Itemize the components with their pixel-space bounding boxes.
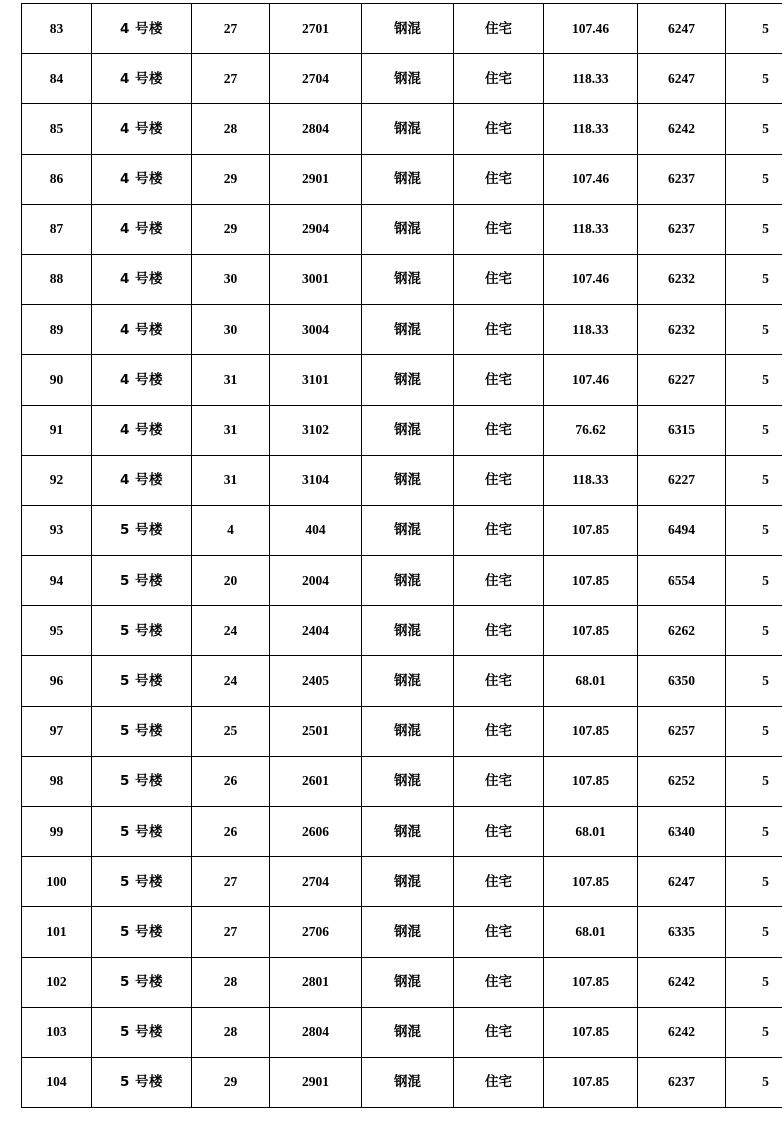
cell-coefficient: 5 xyxy=(726,1057,782,1107)
cell-area: 107.85 xyxy=(544,505,638,555)
cell-room-number: 2704 xyxy=(270,54,362,104)
cell-unit-price: 6237 xyxy=(638,154,726,204)
cell-serial-number: 86 xyxy=(22,154,92,204)
cell-coefficient: 5 xyxy=(726,4,782,54)
cell-room-number: 2901 xyxy=(270,154,362,204)
cell-floor: 25 xyxy=(192,706,270,756)
table-row xyxy=(22,756,782,806)
cell-room-number: 2704 xyxy=(270,857,362,907)
cell-room-number: 2706 xyxy=(270,907,362,957)
cell-serial-number: 95 xyxy=(22,606,92,656)
cell-unit-price: 6232 xyxy=(638,305,726,355)
table-row xyxy=(22,857,782,907)
cell-coefficient: 5 xyxy=(726,405,782,455)
cell-area: 107.46 xyxy=(544,254,638,304)
cell-coefficient: 5 xyxy=(726,1007,782,1057)
cell-serial-number: 90 xyxy=(22,355,92,405)
cell-structure: 钢混 xyxy=(362,756,454,806)
cell-structure: 钢混 xyxy=(362,957,454,1007)
cell-serial-number: 99 xyxy=(22,807,92,857)
cell-unit-price: 6335 xyxy=(638,907,726,957)
cell-area: 118.33 xyxy=(544,54,638,104)
cell-coefficient: 5 xyxy=(726,756,782,806)
table-row xyxy=(22,254,782,304)
cell-area: 107.85 xyxy=(544,957,638,1007)
cell-structure: 钢混 xyxy=(362,355,454,405)
cell-building: 5 号楼 xyxy=(92,1057,192,1107)
cell-coefficient: 5 xyxy=(726,857,782,907)
cell-floor: 24 xyxy=(192,656,270,706)
cell-serial-number: 83 xyxy=(22,4,92,54)
table-row xyxy=(22,556,782,606)
cell-unit-price: 6494 xyxy=(638,505,726,555)
cell-coefficient: 5 xyxy=(726,254,782,304)
cell-unit-price: 6252 xyxy=(638,756,726,806)
table-row xyxy=(22,455,782,505)
cell-serial-number: 87 xyxy=(22,204,92,254)
cell-structure: 钢混 xyxy=(362,857,454,907)
cell-floor: 31 xyxy=(192,405,270,455)
cell-unit-price: 6232 xyxy=(638,254,726,304)
cell-usage: 住宅 xyxy=(454,957,544,1007)
cell-usage: 住宅 xyxy=(454,104,544,154)
cell-unit-price: 6350 xyxy=(638,656,726,706)
cell-building: 5 号楼 xyxy=(92,807,192,857)
cell-usage: 住宅 xyxy=(454,656,544,706)
cell-area: 107.85 xyxy=(544,1007,638,1057)
cell-floor: 4 xyxy=(192,505,270,555)
cell-serial-number: 96 xyxy=(22,656,92,706)
cell-structure: 钢混 xyxy=(362,204,454,254)
cell-unit-price: 6227 xyxy=(638,355,726,405)
cell-serial-number: 100 xyxy=(22,857,92,907)
cell-room-number: 2804 xyxy=(270,1007,362,1057)
cell-structure: 钢混 xyxy=(362,1007,454,1057)
cell-coefficient: 5 xyxy=(726,305,782,355)
cell-usage: 住宅 xyxy=(454,857,544,907)
cell-building: 5 号楼 xyxy=(92,957,192,1007)
cell-room-number: 2804 xyxy=(270,104,362,154)
cell-floor: 28 xyxy=(192,957,270,1007)
table-row xyxy=(22,355,782,405)
cell-building: 4 号楼 xyxy=(92,305,192,355)
cell-coefficient: 5 xyxy=(726,556,782,606)
cell-area: 107.46 xyxy=(544,154,638,204)
cell-unit-price: 6247 xyxy=(638,857,726,907)
cell-building: 5 号楼 xyxy=(92,756,192,806)
cell-floor: 26 xyxy=(192,756,270,806)
cell-unit-price: 6257 xyxy=(638,706,726,756)
cell-usage: 住宅 xyxy=(454,455,544,505)
cell-area: 107.85 xyxy=(544,706,638,756)
cell-usage: 住宅 xyxy=(454,254,544,304)
table-row xyxy=(22,1007,782,1057)
cell-area: 107.85 xyxy=(544,756,638,806)
table-row xyxy=(22,1057,782,1107)
cell-room-number: 404 xyxy=(270,505,362,555)
cell-area: 118.33 xyxy=(544,204,638,254)
cell-room-number: 3102 xyxy=(270,405,362,455)
cell-area: 107.85 xyxy=(544,556,638,606)
cell-structure: 钢混 xyxy=(362,455,454,505)
cell-structure: 钢混 xyxy=(362,405,454,455)
cell-unit-price: 6242 xyxy=(638,957,726,1007)
cell-floor: 29 xyxy=(192,154,270,204)
cell-usage: 住宅 xyxy=(454,756,544,806)
cell-serial-number: 103 xyxy=(22,1007,92,1057)
cell-coefficient: 5 xyxy=(726,355,782,405)
cell-usage: 住宅 xyxy=(454,355,544,405)
cell-room-number: 2405 xyxy=(270,656,362,706)
cell-building: 5 号楼 xyxy=(92,1007,192,1057)
cell-floor: 30 xyxy=(192,254,270,304)
table-row xyxy=(22,305,782,355)
cell-floor: 28 xyxy=(192,1007,270,1057)
cell-room-number: 3101 xyxy=(270,355,362,405)
cell-room-number: 2606 xyxy=(270,807,362,857)
cell-floor: 27 xyxy=(192,4,270,54)
cell-area: 68.01 xyxy=(544,656,638,706)
cell-structure: 钢混 xyxy=(362,154,454,204)
cell-unit-price: 6554 xyxy=(638,556,726,606)
cell-usage: 住宅 xyxy=(454,154,544,204)
cell-coefficient: 5 xyxy=(726,154,782,204)
cell-floor: 26 xyxy=(192,807,270,857)
cell-building: 5 号楼 xyxy=(92,556,192,606)
cell-area: 118.33 xyxy=(544,104,638,154)
cell-floor: 20 xyxy=(192,556,270,606)
cell-coefficient: 5 xyxy=(726,706,782,756)
cell-building: 4 号楼 xyxy=(92,455,192,505)
cell-room-number: 2404 xyxy=(270,606,362,656)
cell-serial-number: 104 xyxy=(22,1057,92,1107)
cell-unit-price: 6237 xyxy=(638,204,726,254)
cell-coefficient: 5 xyxy=(726,907,782,957)
cell-room-number: 3001 xyxy=(270,254,362,304)
cell-area: 107.46 xyxy=(544,355,638,405)
cell-usage: 住宅 xyxy=(454,606,544,656)
cell-coefficient: 5 xyxy=(726,656,782,706)
table-row xyxy=(22,907,782,957)
table-row xyxy=(22,154,782,204)
cell-serial-number: 91 xyxy=(22,405,92,455)
cell-building: 4 号楼 xyxy=(92,154,192,204)
cell-coefficient: 5 xyxy=(726,104,782,154)
property-listing-table xyxy=(21,3,782,1108)
cell-structure: 钢混 xyxy=(362,556,454,606)
cell-usage: 住宅 xyxy=(454,907,544,957)
cell-usage: 住宅 xyxy=(454,305,544,355)
cell-building: 4 号楼 xyxy=(92,204,192,254)
cell-usage: 住宅 xyxy=(454,706,544,756)
table-row xyxy=(22,606,782,656)
table-row xyxy=(22,204,782,254)
cell-building: 4 号楼 xyxy=(92,4,192,54)
cell-building: 5 号楼 xyxy=(92,907,192,957)
cell-coefficient: 5 xyxy=(726,455,782,505)
cell-room-number: 2701 xyxy=(270,4,362,54)
cell-room-number: 2901 xyxy=(270,1057,362,1107)
cell-unit-price: 6315 xyxy=(638,405,726,455)
cell-room-number: 2501 xyxy=(270,706,362,756)
cell-usage: 住宅 xyxy=(454,807,544,857)
cell-structure: 钢混 xyxy=(362,807,454,857)
cell-usage: 住宅 xyxy=(454,54,544,104)
cell-room-number: 3004 xyxy=(270,305,362,355)
cell-room-number: 2904 xyxy=(270,204,362,254)
cell-structure: 钢混 xyxy=(362,656,454,706)
cell-usage: 住宅 xyxy=(454,556,544,606)
cell-floor: 27 xyxy=(192,54,270,104)
cell-floor: 24 xyxy=(192,606,270,656)
cell-area: 68.01 xyxy=(544,907,638,957)
cell-serial-number: 94 xyxy=(22,556,92,606)
cell-usage: 住宅 xyxy=(454,204,544,254)
cell-coefficient: 5 xyxy=(726,505,782,555)
cell-room-number: 3104 xyxy=(270,455,362,505)
cell-unit-price: 6227 xyxy=(638,455,726,505)
cell-structure: 钢混 xyxy=(362,706,454,756)
table-row xyxy=(22,706,782,756)
cell-building: 4 号楼 xyxy=(92,254,192,304)
cell-serial-number: 101 xyxy=(22,907,92,957)
document-page xyxy=(0,3,782,1122)
table-row xyxy=(22,656,782,706)
cell-structure: 钢混 xyxy=(362,1057,454,1107)
cell-structure: 钢混 xyxy=(362,606,454,656)
cell-unit-price: 6340 xyxy=(638,807,726,857)
cell-structure: 钢混 xyxy=(362,4,454,54)
cell-area: 107.85 xyxy=(544,857,638,907)
cell-serial-number: 92 xyxy=(22,455,92,505)
cell-serial-number: 97 xyxy=(22,706,92,756)
cell-floor: 31 xyxy=(192,455,270,505)
cell-floor: 29 xyxy=(192,204,270,254)
cell-serial-number: 89 xyxy=(22,305,92,355)
cell-building: 5 号楼 xyxy=(92,656,192,706)
table-row xyxy=(22,957,782,1007)
cell-unit-price: 6262 xyxy=(638,606,726,656)
cell-floor: 29 xyxy=(192,1057,270,1107)
cell-floor: 27 xyxy=(192,907,270,957)
cell-room-number: 2601 xyxy=(270,756,362,806)
table-row xyxy=(22,104,782,154)
cell-unit-price: 6247 xyxy=(638,4,726,54)
cell-usage: 住宅 xyxy=(454,1057,544,1107)
cell-building: 5 号楼 xyxy=(92,857,192,907)
cell-floor: 31 xyxy=(192,355,270,405)
cell-usage: 住宅 xyxy=(454,1007,544,1057)
cell-area: 118.33 xyxy=(544,305,638,355)
cell-area: 107.46 xyxy=(544,4,638,54)
cell-room-number: 2801 xyxy=(270,957,362,1007)
cell-coefficient: 5 xyxy=(726,807,782,857)
cell-structure: 钢混 xyxy=(362,505,454,555)
cell-area: 118.33 xyxy=(544,455,638,505)
cell-unit-price: 6247 xyxy=(638,54,726,104)
cell-usage: 住宅 xyxy=(454,4,544,54)
cell-structure: 钢混 xyxy=(362,305,454,355)
cell-usage: 住宅 xyxy=(454,405,544,455)
cell-unit-price: 6242 xyxy=(638,1007,726,1057)
cell-building: 4 号楼 xyxy=(92,104,192,154)
cell-building: 5 号楼 xyxy=(92,505,192,555)
table-row xyxy=(22,405,782,455)
table-row xyxy=(22,4,782,54)
cell-building: 4 号楼 xyxy=(92,54,192,104)
cell-structure: 钢混 xyxy=(362,907,454,957)
table-row xyxy=(22,807,782,857)
cell-building: 4 号楼 xyxy=(92,405,192,455)
cell-coefficient: 5 xyxy=(726,204,782,254)
cell-area: 76.62 xyxy=(544,405,638,455)
cell-serial-number: 84 xyxy=(22,54,92,104)
cell-usage: 住宅 xyxy=(454,505,544,555)
cell-room-number: 2004 xyxy=(270,556,362,606)
cell-structure: 钢混 xyxy=(362,54,454,104)
table-row xyxy=(22,505,782,555)
cell-floor: 30 xyxy=(192,305,270,355)
cell-area: 68.01 xyxy=(544,807,638,857)
cell-serial-number: 88 xyxy=(22,254,92,304)
cell-coefficient: 5 xyxy=(726,606,782,656)
cell-serial-number: 102 xyxy=(22,957,92,1007)
cell-serial-number: 93 xyxy=(22,505,92,555)
table-row xyxy=(22,54,782,104)
cell-area: 107.85 xyxy=(544,1057,638,1107)
cell-structure: 钢混 xyxy=(362,254,454,304)
cell-area: 107.85 xyxy=(544,606,638,656)
cell-floor: 27 xyxy=(192,857,270,907)
cell-unit-price: 6242 xyxy=(638,104,726,154)
cell-building: 4 号楼 xyxy=(92,355,192,405)
cell-structure: 钢混 xyxy=(362,104,454,154)
cell-building: 5 号楼 xyxy=(92,706,192,756)
cell-building: 5 号楼 xyxy=(92,606,192,656)
table-body xyxy=(22,4,782,1108)
cell-serial-number: 85 xyxy=(22,104,92,154)
cell-coefficient: 5 xyxy=(726,54,782,104)
cell-coefficient: 5 xyxy=(726,957,782,1007)
cell-unit-price: 6237 xyxy=(638,1057,726,1107)
cell-floor: 28 xyxy=(192,104,270,154)
cell-serial-number: 98 xyxy=(22,756,92,806)
